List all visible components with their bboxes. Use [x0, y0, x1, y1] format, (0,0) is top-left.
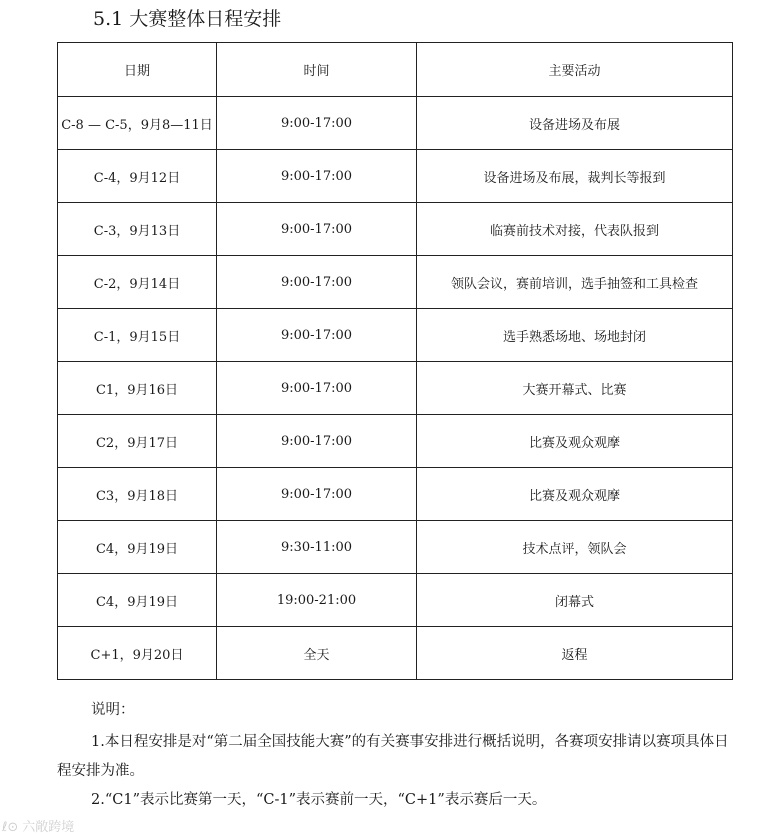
cell-time: 9:00-17:00	[217, 150, 417, 203]
cell-time: 9:00-17:00	[217, 309, 417, 362]
header-date: 日期	[58, 43, 217, 97]
cell-date: C-1，9月15日	[58, 309, 217, 362]
table-row	[58, 521, 733, 574]
cell-activity: 比赛及观众观摩	[417, 415, 733, 468]
cell-activity: 设备进场及布展	[417, 97, 733, 150]
cell-date: C1，9月16日	[58, 362, 217, 415]
cell-time: 全天	[217, 627, 417, 680]
cell-date: C-2，9月14日	[58, 256, 217, 309]
cell-activity: 大赛开幕式、比赛	[417, 362, 733, 415]
table-row	[58, 150, 733, 203]
cell-time: 19:00-21:00	[217, 574, 417, 627]
cell-activity: 领队会议，赛前培训，选手抽签和工具检查	[417, 256, 733, 309]
cell-activity: 比赛及观众观摩	[417, 468, 733, 521]
cell-time: 9:00-17:00	[217, 362, 417, 415]
cell-time: 9:00-17:00	[217, 468, 417, 521]
watermark-text: 六敞跨境	[22, 820, 75, 835]
schedule-table	[57, 42, 733, 680]
cell-activity: 闭幕式	[417, 574, 733, 627]
table-row	[58, 415, 733, 468]
table-row	[58, 256, 733, 309]
cell-time: 9:00-17:00	[217, 97, 417, 150]
table-row	[58, 468, 733, 521]
cell-date: C+1，9月20日	[58, 627, 217, 680]
cell-time: 9:00-17:00	[217, 415, 417, 468]
table-row	[58, 97, 733, 150]
table-row	[58, 362, 733, 415]
cell-date: C4，9月19日	[58, 521, 217, 574]
table-row	[58, 574, 733, 627]
notes-title: 说明：	[91, 702, 135, 718]
table-row	[58, 627, 733, 680]
notes-section	[57, 696, 742, 815]
header-activity: 主要活动	[417, 43, 733, 97]
cell-activity: 设备进场及布展，裁判长等报到	[417, 150, 733, 203]
table-row	[58, 309, 733, 362]
cell-activity: 返程	[417, 627, 733, 680]
cell-activity: 临赛前技术对接，代表队报到	[417, 203, 733, 256]
cell-time: 9:00-17:00	[217, 203, 417, 256]
cell-date: C-3，9月13日	[58, 203, 217, 256]
cell-activity: 选手熟悉场地、场地封闭	[417, 309, 733, 362]
cell-time: 9:30-11:00	[217, 521, 417, 574]
cell-date: C3，9月18日	[58, 468, 217, 521]
cell-date: C-4，9月12日	[58, 150, 217, 203]
note-item: 1.本日程安排是对“第二届全国技能大赛”的有关赛事安排进行概括说明，各赛项安排请以赛项具体日程安排为准。	[57, 734, 729, 779]
table-row	[58, 203, 733, 256]
watermark	[2, 816, 74, 835]
cell-date: C4，9月19日	[58, 574, 217, 627]
cell-date: C-8 — C-5，9月8—11日	[58, 97, 217, 150]
section-heading: 5.1 大赛整体日程安排	[93, 8, 282, 30]
note-item: 2.“C1”表示比赛第一天，“C-1”表示赛前一天，“C+1”表示赛后一天。	[91, 792, 547, 808]
cell-activity: 技术点评，领队会	[417, 521, 733, 574]
table-header-row	[58, 43, 733, 97]
watermark-logo-icon: ℓ⊙	[2, 820, 19, 835]
cell-time: 9:00-17:00	[217, 256, 417, 309]
cell-date: C2，9月17日	[58, 415, 217, 468]
header-time: 时间	[217, 43, 417, 97]
